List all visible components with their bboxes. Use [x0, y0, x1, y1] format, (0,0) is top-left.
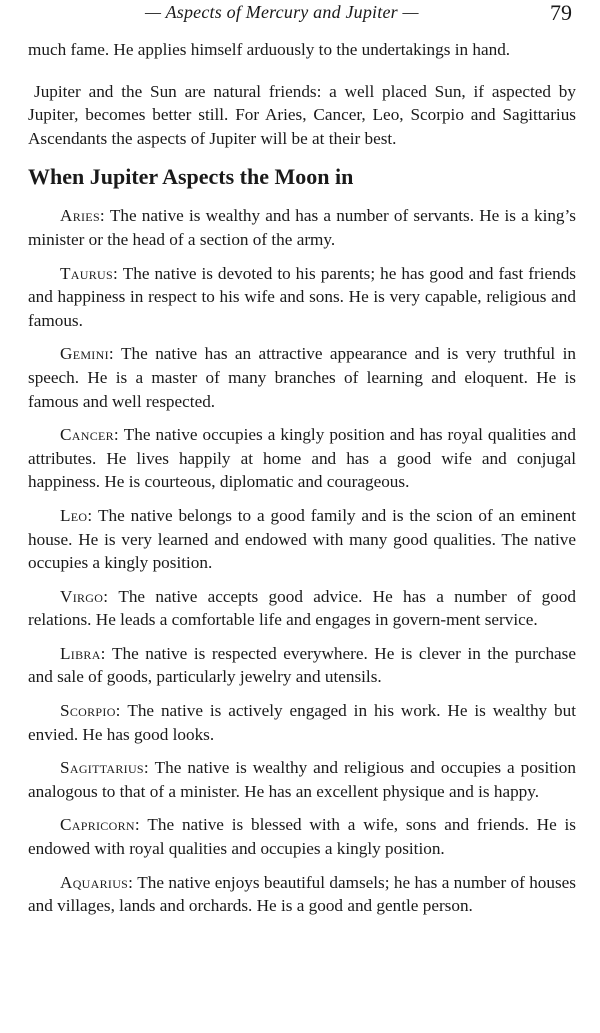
- entry-text: The native is respected everywhere. He is clever in the purchase and sale of goods, particularly jewelry and utensils.: [28, 643, 576, 687]
- entry-text: The native belongs to a good family and is the scion of an eminent house. He is very learned and endowed with many good qualities. The native occupies a kingly position.: [28, 505, 576, 573]
- entry-text: The native enjoys beautiful damsels; he has a number of houses and villages, lands and orchards. He is a good and gentle person.: [28, 872, 576, 916]
- entry-taurus: [28, 262, 576, 333]
- entry-text: The native is wealthy and religious and occupies a position analogous to that of a minister. He has an excellent physique and is happy.: [28, 758, 576, 801]
- entry-text: The native is blessed with a wife, sons and friends. He is endowed with royal qualities and occupies a kingly position.: [28, 815, 576, 859]
- entry-text: The native occupies a kingly position and has royal qualities and attributes. He lives happily at home and has a good wife and conjugal happiness. He is courteous, diplomatic and courageous.: [28, 425, 576, 492]
- continuation-paragraph: much fame. He applies himself arduously to the undertakings in hand.: [28, 40, 511, 59]
- sun-paragraph: Jupiter and the Sun are natural friends: a well placed Sun, if aspected by Jupiter, becomes better still. For Aries, Cancer, Leo, Scorpio and Sagittarius Ascendants the aspects of Jupiter will be at their best.: [28, 81, 576, 148]
- sign-label: Scorpio:: [60, 701, 121, 721]
- running-header: — Aspects of Mercury and Jupiter —: [145, 2, 419, 22]
- entry-virgo: [28, 585, 576, 632]
- entry-text: The native accepts good advice. He has a number of good relations. He leads a comfortable life and engages in govern-ment service.: [28, 586, 576, 630]
- sign-label: Sagittarius:: [60, 758, 149, 778]
- sign-label: Capricorn:: [60, 815, 140, 835]
- entry-sagittarius: [28, 756, 576, 803]
- sign-label: Gemini:: [60, 344, 114, 364]
- entry-scorpio: [28, 699, 576, 746]
- sign-label: Taurus:: [60, 263, 119, 283]
- section-heading: When Jupiter Aspects the Moon in: [28, 164, 354, 190]
- page-body: [28, 38, 576, 928]
- sign-entries: [28, 204, 576, 917]
- entry-libra: [28, 642, 576, 689]
- sign-label: Aries:: [60, 206, 105, 226]
- entry-aries: [28, 204, 576, 251]
- entry-aquarius: [28, 871, 576, 918]
- sign-label: Cancer:: [60, 425, 120, 445]
- entry-text: The native is devoted to his parents; he has good and fast friends and happiness in respect to his wife and sons. He is very capable, religious and famous.: [28, 263, 576, 330]
- entry-gemini: [28, 342, 576, 413]
- sign-label: Leo:: [60, 505, 93, 525]
- entry-text: The native has an attractive appearance and is very truthful in speech. He is a master of many branches of learning and eloquent. He is famous and well respected.: [28, 344, 576, 411]
- entry-text: The native is wealthy and has a number of servants. He is a king’s minister or the head of a section of the army.: [28, 206, 576, 249]
- page-number: 79: [550, 0, 572, 25]
- entry-cancer: [28, 423, 576, 494]
- sign-label: Virgo:: [60, 586, 109, 606]
- sign-label: Libra:: [60, 643, 106, 663]
- entry-capricorn: [28, 813, 576, 860]
- entry-text: The native is actively engaged in his work. He is wealthy but envied. He has good looks.: [28, 701, 576, 744]
- sign-label: Aquarius:: [60, 872, 134, 892]
- entry-leo: [28, 504, 576, 575]
